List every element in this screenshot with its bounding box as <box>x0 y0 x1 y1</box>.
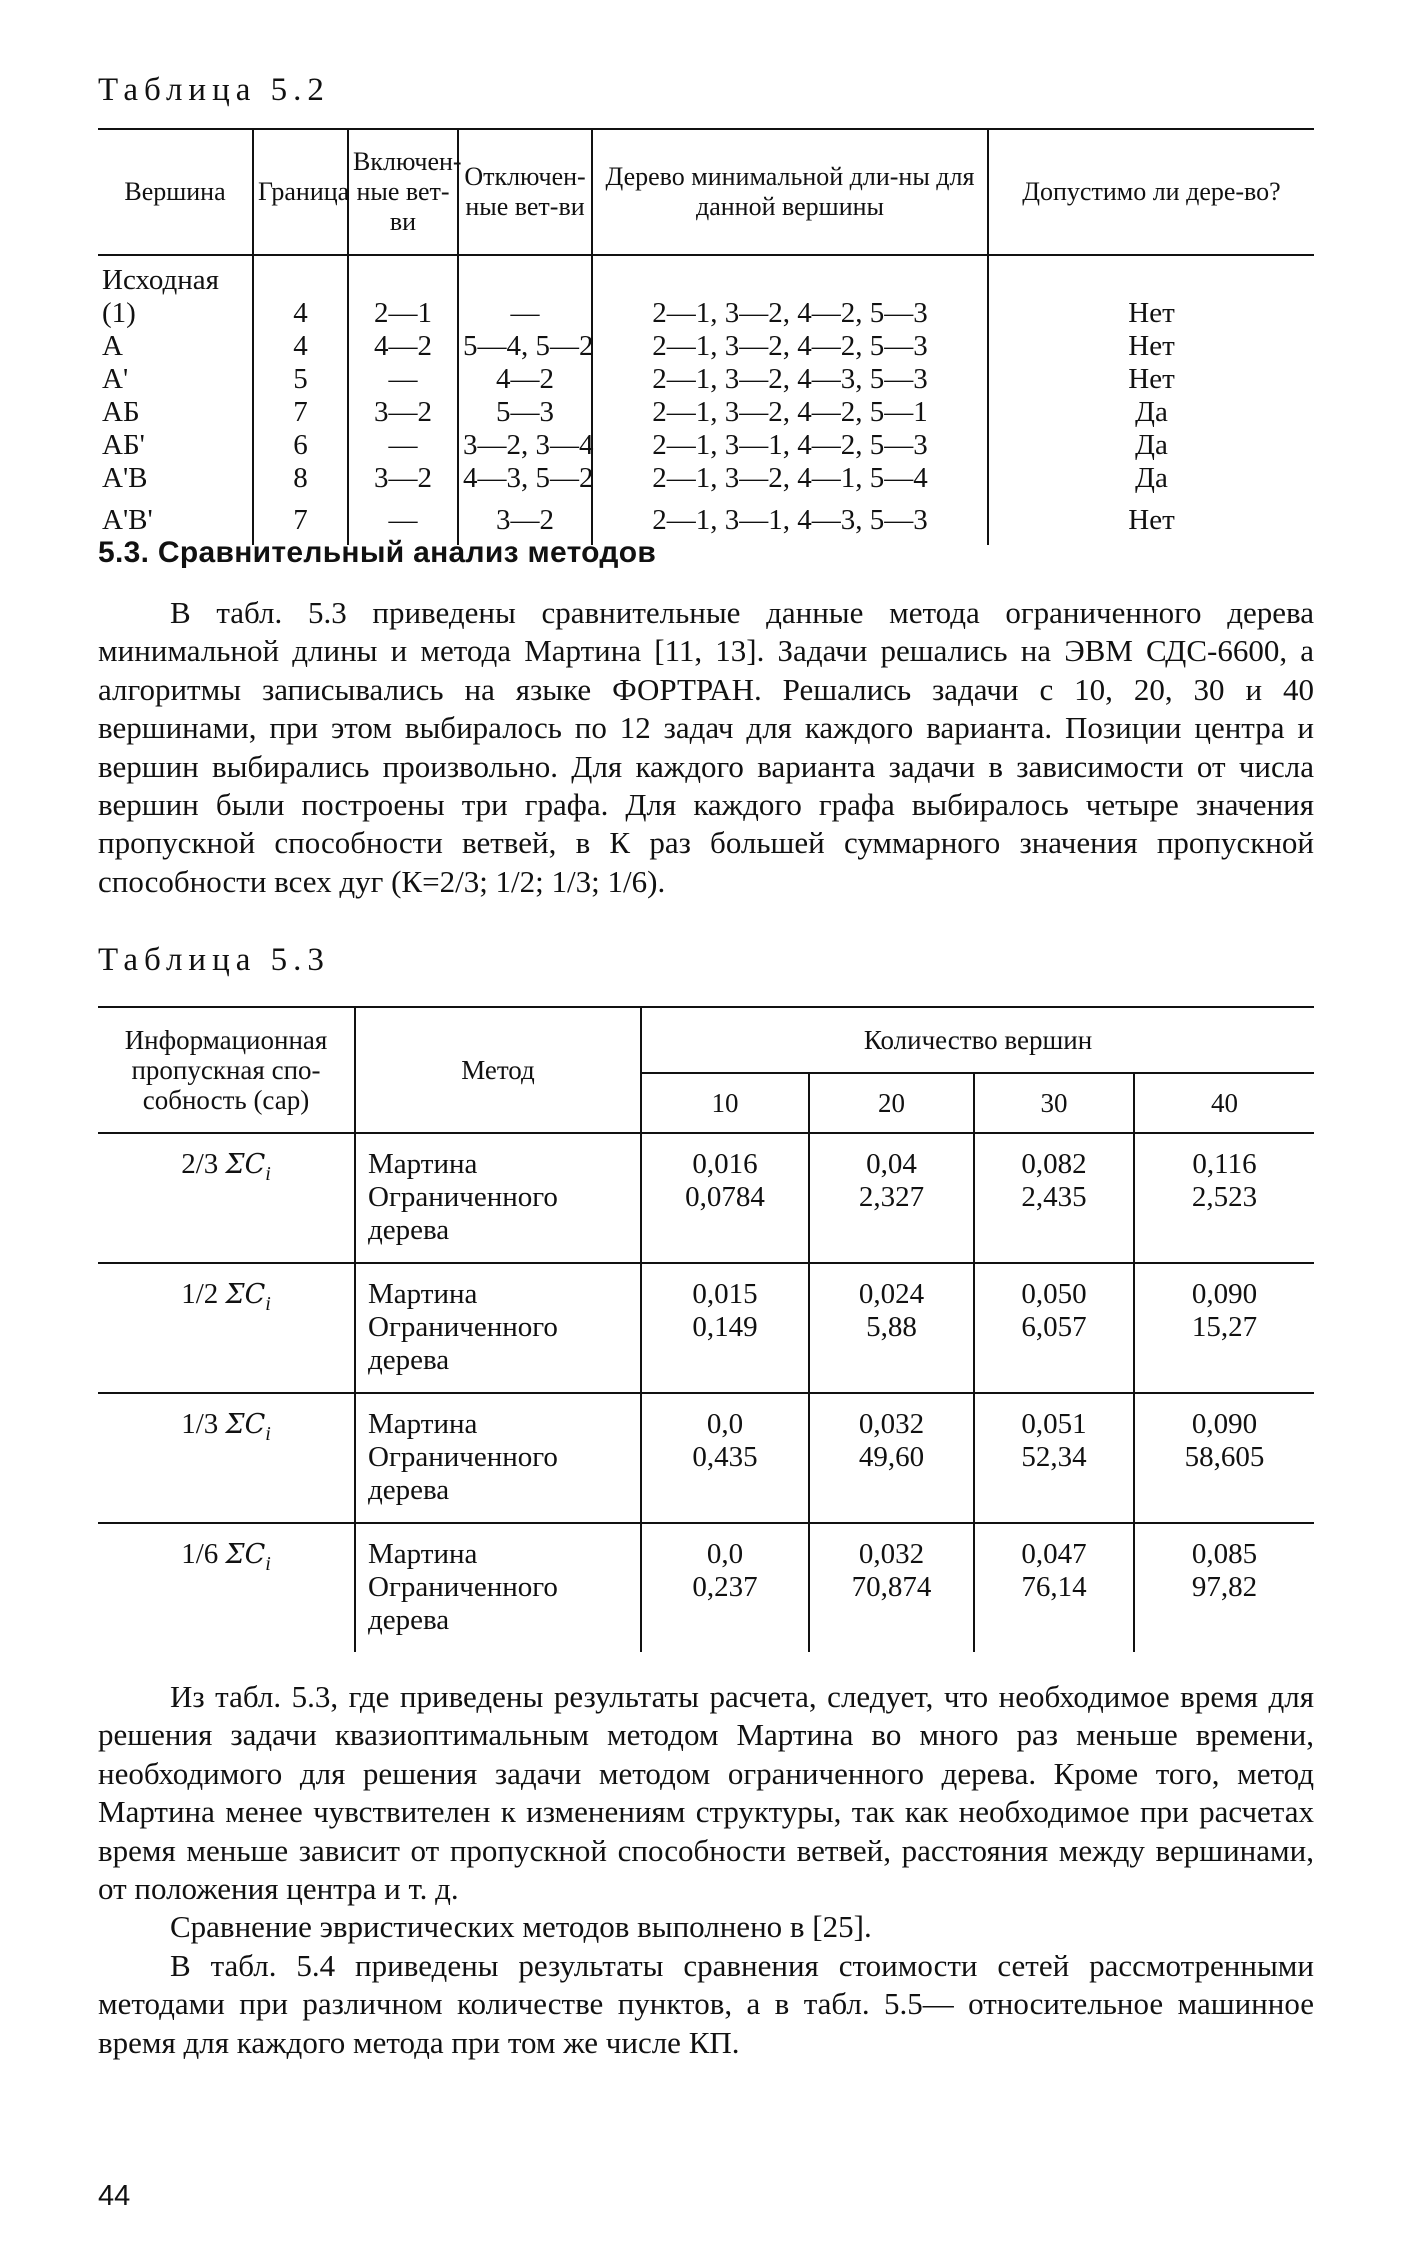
capacity-fraction: 1/2 <box>181 1278 219 1310</box>
cell-ok: Да <box>1135 462 1168 494</box>
value-martin: 0,050 <box>1021 1278 1087 1310</box>
header-bound: Граница <box>253 129 348 255</box>
cell-values-40 <box>1134 1263 1314 1393</box>
method-line: дерева <box>368 1474 450 1506</box>
header-count-10: 10 <box>641 1073 809 1133</box>
cell-values-40 <box>1134 1393 1314 1523</box>
method-line: Мартина <box>368 1148 478 1180</box>
value-martin: 0,047 <box>1021 1538 1087 1570</box>
sigma-c-text: ΣC <box>225 1409 266 1440</box>
paragraph-2: Из табл. 5.3, где приведены результаты расчета, следует, что необходимое время для решения задачи квазиоптимальным методом Мартина во много раз меньше времени, необходимого для решения задачи методом ограниченного дерева. Кроме того, метод Мартина менее чувствителен к изменениям структуры, так как необходимое при расчетах время меньше зависит от пропускной способности ветвей, расстояния между вершинами, от положения центра и т. д. <box>98 1679 1314 1907</box>
value-martin: 0,090 <box>1191 1278 1258 1310</box>
cell-ok: Нет <box>1128 297 1175 329</box>
value-bounded-tree: 76,14 <box>1021 1571 1087 1603</box>
header-included-branches: Включен-ные вет-ви <box>348 129 458 255</box>
method-line: Ограниченного <box>368 1441 558 1473</box>
table-row <box>98 462 1314 495</box>
cell-excl: — <box>458 297 592 330</box>
paragraph-4: В табл. 5.4 приведены результаты сравнения стоимости сетей рассмотренными методами при различном количестве пунктов, а в табл. 5.5— относительное машинное время для каждого метода при том же числе КП. <box>98 1947 1314 2060</box>
cell-bound: 7 <box>253 495 348 545</box>
value-bounded-tree: 70,874 <box>851 1571 932 1603</box>
table-5-2 <box>98 128 1314 545</box>
cell-ok: Нет <box>1128 363 1175 395</box>
cell-values-40 <box>1134 1523 1314 1652</box>
cell-vertex: А'В <box>98 462 253 495</box>
paragraph-1-text: В табл. 5.3 приведены сравнительные данные метода ограниченного дерева минимальной длины и метода Мартина [11, 13]. Задачи решались на ЭВМ СДС-6600, а алгоритмы записывались на языке ФОРТРАН. Решались задачи с 10, 20, 30 и 40 вершинами, при этом выбиралось по 12 задач для каждого варианта. Позиции центра и вершин выбирались произвольно. Для каждого варианта задачи в зависимости от числа вершин были построены три графа. Для каждого графа выбиралось четыре значения пропускной способности ветвей, в К раз большей суммарного значения пропускной способности всех дуг (К=2/3; 1/2; 1/3; 1/6). <box>98 595 1314 899</box>
cell-ok: Да <box>1135 429 1168 461</box>
value-martin: 0,04 <box>866 1148 917 1180</box>
cell-values-30 <box>974 1393 1134 1523</box>
method-line: Ограниченного <box>368 1571 558 1603</box>
cell-excl <box>458 255 592 297</box>
sigma-c-text: ΣC <box>225 1539 266 1570</box>
value-martin: 0,032 <box>858 1408 925 1440</box>
cell-incl: — <box>348 429 458 462</box>
method-line: дерева <box>368 1214 450 1246</box>
cell-tree: 2—1, 3—2, 4—3, 5—3 <box>592 363 988 396</box>
value-bounded-tree: 2,435 <box>1021 1181 1087 1213</box>
value-bounded-tree: 97,82 <box>1191 1571 1258 1603</box>
cell-method <box>355 1523 641 1652</box>
table-row <box>98 255 1314 297</box>
value-bounded-tree: 49,60 <box>858 1441 925 1473</box>
cell-vertex: Исходная <box>98 255 253 297</box>
sigma-ci-symbol <box>225 1408 271 1445</box>
value-martin: 0,0 <box>706 1408 744 1440</box>
value-bounded-tree: 0,435 <box>692 1441 758 1473</box>
header-count-40: 40 <box>1134 1073 1314 1133</box>
cell-bound: 4 <box>253 297 348 330</box>
paragraph-1 <box>98 594 1314 901</box>
cell-excl: 3—2 <box>458 495 592 545</box>
value-bounded-tree: 58,605 <box>1184 1441 1265 1473</box>
header-vertex-count: Количество вершин <box>641 1007 1314 1073</box>
cell-values-20 <box>809 1393 974 1523</box>
value-bounded-tree: 0,0784 <box>685 1181 765 1213</box>
cell-incl: — <box>348 363 458 396</box>
sigma-ci-symbol <box>225 1538 271 1575</box>
value-bounded-tree: 5,88 <box>866 1311 917 1343</box>
header-method: Метод <box>355 1007 641 1133</box>
value-martin: 0,085 <box>1191 1538 1258 1570</box>
cell-ok: Да <box>1135 396 1168 428</box>
cell-bound: 5 <box>253 363 348 396</box>
method-line: Мартина <box>368 1278 478 1310</box>
cell-ok: Нет <box>1128 330 1175 362</box>
table-row <box>98 363 1314 396</box>
cell-incl <box>348 255 458 297</box>
cell-ok <box>988 255 1314 297</box>
table-row <box>98 1263 1314 1393</box>
cell-values-10 <box>641 1523 809 1652</box>
value-martin: 0,024 <box>858 1278 925 1310</box>
cell-capacity <box>98 1133 355 1263</box>
method-line: Мартина <box>368 1538 478 1570</box>
cell-values-40 <box>1134 1133 1314 1263</box>
value-martin: 0,090 <box>1191 1408 1258 1440</box>
cell-tree: 2—1, 3—1, 4—3, 5—3 <box>592 495 988 545</box>
table-5-2-caption: Таблица 5.2 <box>98 72 330 108</box>
cell-capacity <box>98 1523 355 1652</box>
cell-tree: 2—1, 3—2, 4—2, 5—3 <box>592 330 988 363</box>
table-row <box>98 1393 1314 1523</box>
cell-bound: 7 <box>253 396 348 429</box>
cell-vertex: АБ <box>98 396 253 429</box>
value-martin: 0,116 <box>1192 1148 1257 1180</box>
cell-values-30 <box>974 1133 1134 1263</box>
value-bounded-tree: 0,237 <box>692 1571 758 1603</box>
table-row <box>98 330 1314 363</box>
method-line: дерева <box>368 1344 450 1376</box>
cell-tree: 2—1, 3—1, 4—2, 5—3 <box>592 429 988 462</box>
subscript-i: i <box>265 1552 271 1575</box>
cell-ok: Нет <box>1128 504 1175 536</box>
sigma-c-text: ΣC <box>225 1149 266 1180</box>
cell-values-10 <box>641 1393 809 1523</box>
capacity-fraction: 1/6 <box>181 1538 219 1570</box>
table-row <box>98 396 1314 429</box>
cell-values-20 <box>809 1133 974 1263</box>
value-martin: 0,015 <box>692 1278 758 1310</box>
cell-bound: 4 <box>253 330 348 363</box>
cell-values-10 <box>641 1133 809 1263</box>
cell-values-30 <box>974 1263 1134 1393</box>
cell-values-10 <box>641 1263 809 1393</box>
table-5-3-body <box>98 1133 1314 1652</box>
cell-tree <box>592 255 988 297</box>
table-5-2-header-row <box>98 129 1314 255</box>
table-5-3-caption: Таблица 5.3 <box>98 942 330 978</box>
cell-capacity <box>98 1263 355 1393</box>
method-line: дерева <box>368 1604 450 1636</box>
page-number: 44 <box>98 2180 131 2212</box>
header-min-tree: Дерево минимальной дли-ны для данной вершины <box>592 129 988 255</box>
cell-values-20 <box>809 1523 974 1652</box>
cell-vertex: А'В' <box>98 495 253 545</box>
sigma-ci-symbol <box>225 1278 271 1315</box>
header-count-30: 30 <box>974 1073 1134 1133</box>
cell-values-20 <box>809 1263 974 1393</box>
value-martin: 0,0 <box>706 1538 744 1570</box>
value-bounded-tree: 52,34 <box>1021 1441 1087 1473</box>
cell-tree: 2—1, 3—2, 4—1, 5—4 <box>592 462 988 495</box>
cell-excl: 5—4, 5—2 <box>458 330 592 363</box>
cell-capacity <box>98 1393 355 1523</box>
table-row <box>98 1523 1314 1652</box>
sigma-c-text: ΣC <box>225 1279 266 1310</box>
method-line: Мартина <box>368 1408 478 1440</box>
table-5-2-body <box>98 255 1314 545</box>
cell-method <box>355 1263 641 1393</box>
paragraph-3: Сравнение эвристических методов выполнено в [25]. <box>170 1909 872 1945</box>
cell-incl: 3—2 <box>348 462 458 495</box>
value-bounded-tree: 2,523 <box>1191 1181 1258 1213</box>
header-tree-allowed: Допустимо ли дере-во? <box>988 129 1314 255</box>
header-capacity: Информационная пропускная спо-собность (сар) <box>98 1007 355 1133</box>
cell-incl: — <box>348 495 458 545</box>
cell-excl: 3—2, 3—4 <box>458 429 592 462</box>
cell-excl: 4—2 <box>458 363 592 396</box>
subscript-i: i <box>265 1162 271 1185</box>
value-bounded-tree: 6,057 <box>1021 1311 1087 1343</box>
cell-vertex: А' <box>98 363 253 396</box>
capacity-fraction: 2/3 <box>181 1148 219 1180</box>
sigma-ci-symbol <box>225 1148 271 1185</box>
subscript-i: i <box>265 1292 271 1315</box>
value-martin: 0,016 <box>692 1148 758 1180</box>
table-row <box>98 297 1314 330</box>
closing-paragraphs <box>98 1678 1314 2062</box>
header-excluded-branches: Отключен-ные вет-ви <box>458 129 592 255</box>
subscript-i: i <box>265 1422 271 1445</box>
cell-values-30 <box>974 1523 1134 1652</box>
table-row <box>98 1133 1314 1263</box>
capacity-fraction: 1/3 <box>181 1408 219 1440</box>
cell-excl: 4—3, 5—2 <box>458 462 592 495</box>
value-bounded-tree: 15,27 <box>1191 1311 1258 1343</box>
value-martin: 0,082 <box>1021 1148 1087 1180</box>
cell-excl: 5—3 <box>458 396 592 429</box>
value-bounded-tree: 0,149 <box>692 1311 758 1343</box>
cell-vertex: (1) <box>98 297 253 330</box>
cell-incl: 2—1 <box>348 297 458 330</box>
cell-method <box>355 1393 641 1523</box>
table-5-3 <box>98 1006 1314 1652</box>
header-vertex: Вершина <box>98 129 253 255</box>
section-heading: 5.3. Сравнительный анализ методов <box>98 536 657 569</box>
cell-incl: 3—2 <box>348 396 458 429</box>
method-line: Ограниченного <box>368 1181 558 1213</box>
cell-bound: 6 <box>253 429 348 462</box>
cell-vertex: А <box>98 330 253 363</box>
cell-vertex: АБ' <box>98 429 253 462</box>
cell-bound <box>253 255 348 297</box>
value-martin: 0,032 <box>858 1538 925 1570</box>
value-martin: 0,051 <box>1021 1408 1087 1440</box>
header-count-20: 20 <box>809 1073 974 1133</box>
method-line: Ограниченного <box>368 1311 558 1343</box>
value-bounded-tree: 2,327 <box>858 1181 925 1213</box>
table-row <box>98 429 1314 462</box>
table-5-3-header-row <box>98 1007 1314 1073</box>
cell-incl: 4—2 <box>348 330 458 363</box>
cell-tree: 2—1, 3—2, 4—2, 5—1 <box>592 396 988 429</box>
cell-tree: 2—1, 3—2, 4—2, 5—3 <box>592 297 988 330</box>
cell-bound: 8 <box>253 462 348 495</box>
cell-method <box>355 1133 641 1263</box>
